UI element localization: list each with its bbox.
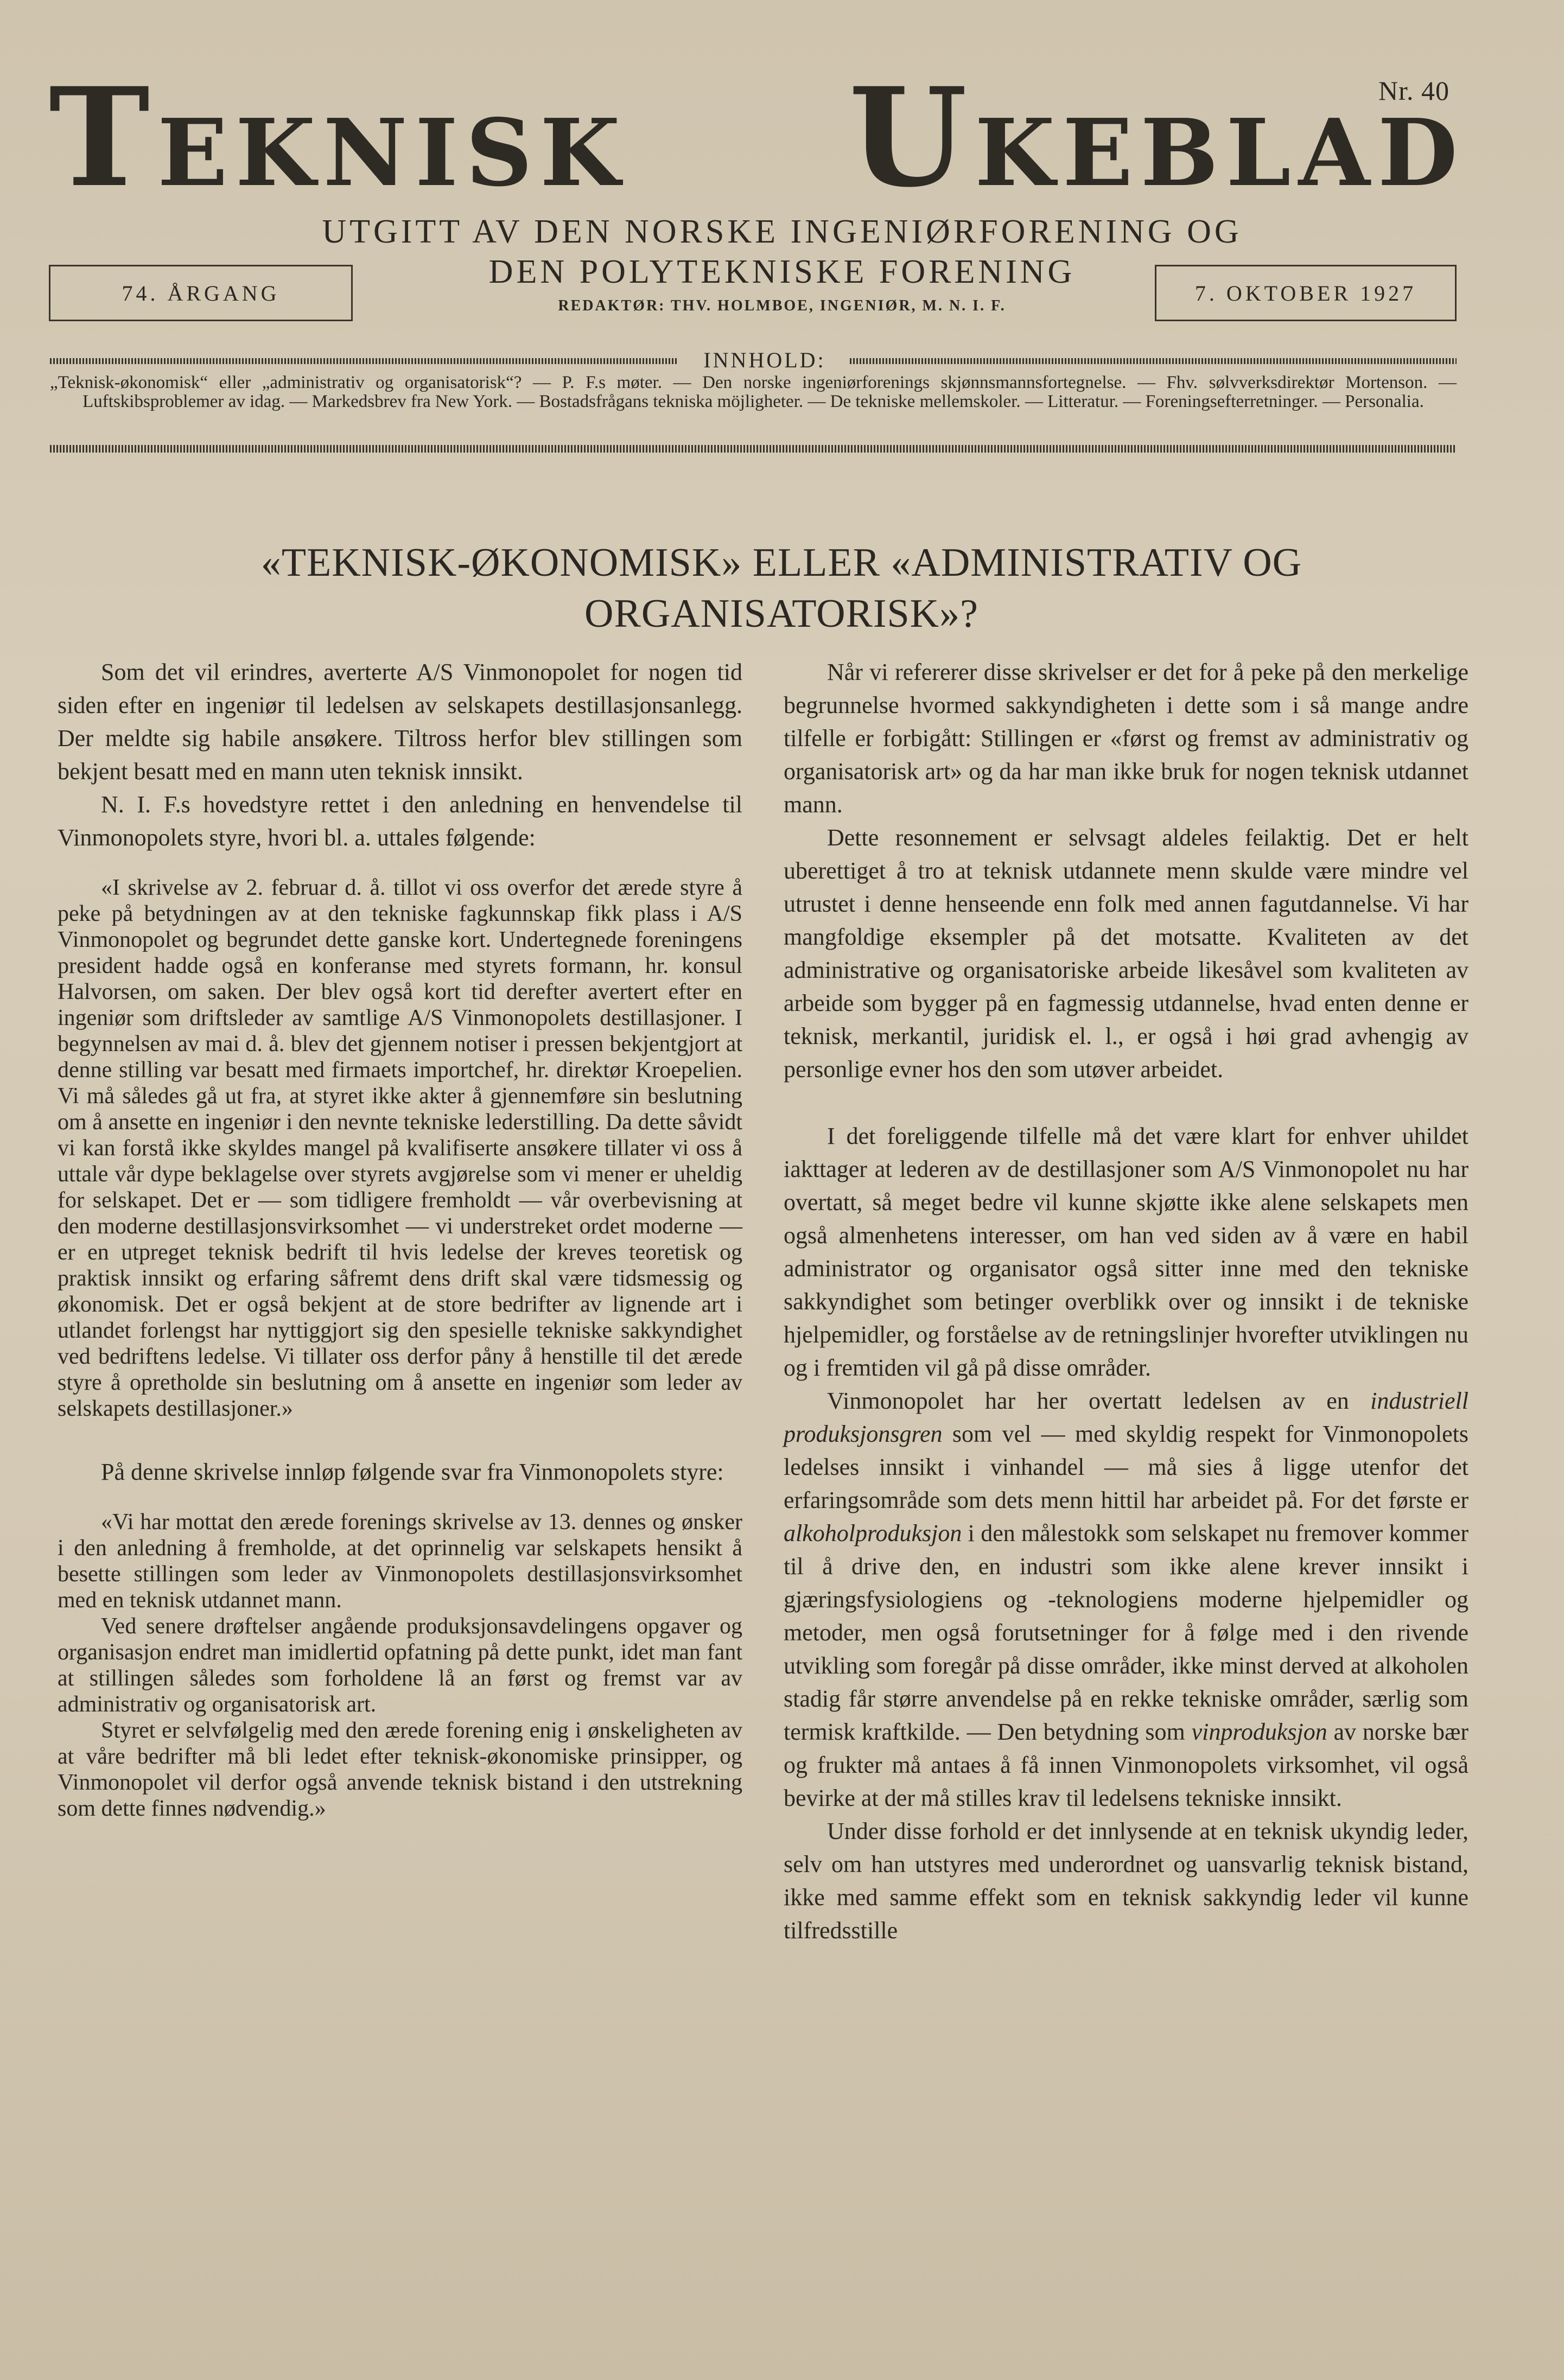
masthead-word-teknisk [49,58,628,217]
date-box [1155,265,1457,321]
masthead-rest-teknisk: EKNISK [157,99,628,207]
italic-term: industriell produksjonsgren [784,1388,1468,1447]
paragraph: I det foreliggende tilfelle må det være klart for enhver uhildet iakttager at lederen av de destillasjoner som A/S Vinmonopolet nu har overtatt, så meget bedre vil kunne skjøtte ikke alene selskapets men også almenhetens interesser, om han ved siden av å være en habil administrator og organisator også sitter inne med den tekniske sakkyndighet som betinger overblikk over og innsikt i de tekniske hjelpemidler, og forståelse av de retningslinjer hvorefter utviklingen nu og i fremtiden vil gå på disse områder. [784,1123,1468,1381]
masthead-title [49,58,1465,217]
article-title-line-1: «TEKNISK-ØKONOMISK» ELLER «ADMINISTRATIV OG [260,540,1302,585]
article-column-right [784,656,1468,1947]
article-column-left [58,656,742,1822]
paragraph: På denne skrivelse innløp følgende svar fra Vinmonopolets styre: [101,1459,724,1485]
quoted-reply: «Vi har mottat den ærede forenings skrivelse av 13. dennes og ønsker i den anledning å fremholde, at det oprinnelig var selskapets hensikt å besette stillingen som leder av Vinmonopolets destillasjonsvirksomhet med en teknisk utdannet mann. [58,1510,742,1613]
publisher-line-2: DEN POLYTEKNISKE FORENING [488,253,1076,290]
paragraph: Som det vil erindres, averterte A/S Vinmonopolet for nogen tid siden efter en ingeniør til ledelsen av selskapets destillasjonsanlegg. Der meldte sig habile ansøkere. Tiltross herfor blev stillingen som bekjent besatt med en mann uten teknisk innsikt. [58,659,742,785]
contents-list: „Teknisk-økonomisk“ eller „administrativ og organisatorisk“? — P. F.s møter. — Den norske ingeniørforenings skjønnsmannsfortegnelse. — Fhv. sølvverksdirektør Mortenson. — Luftskibsproblemer av idag. — Markedsbrev fra New York. — Bostadsfrågans tekniska möjligheter. — De tekniske mellemskoler. — Litteratur. — Foreningsefterretninger. — Personalia. [50,373,1457,411]
italic-term: vinproduksjon [1191,1719,1327,1745]
date-label: 7. OKTOBER 1927 [1194,281,1417,306]
masthead-rest-ukeblad: KEBLAD [975,99,1465,207]
article-title [109,537,1454,639]
quoted-reply: Styret er selvfølgelig med den ærede forening enig i ønskeligheten av at våre bedrifter må bli ledet efter teknisk-økonomiske prinsipper, og Vinmonopolet vil derfor også anvende teknisk bistand i den utstrekning som dette finnes nødvendig.» [58,1718,742,1821]
paragraph: Under disse forhold er det innlysende at en teknisk ukyndig leder, selv om han utstyres med underordnet og uansvarlig teknisk bistand, ikke med samme effekt som en teknisk sakkyndig leder vil kunne tilfredsstille [784,1818,1468,1944]
masthead-initial-u: U [849,58,975,217]
paragraph: N. I. F.s hovedstyre rettet i den anledning en henvendelse til Vinmonopolets styre, hvori bl. a. uttales følgende: [58,791,742,851]
text-run: som vel — med skyldig respekt for Vinmonopolets ledelses innsikt i vinhandel — må sies å ligge utenfor det erfaringsområde som dets menn hittil har arbeidet på. For det første er [784,1421,1468,1513]
issue-number: Nr. 40 [1378,75,1449,106]
editor-line: REDAKTØR: THV. HOLMBOE, INGENIØR, M. N. I. F. [558,297,1006,314]
text-run: i den målestokk som selskapet nu fremover kommer til å drive den, en industri som ikke alene krever innsikt i gjæringsfysiologiens og -teknologiens moderne hjelpemidler og metoder, men også forutsetninger for å følge med i den rivende utvikling som foregår på disse områder, ikke minst derved at alkoholen stadig får større anvendelse på en rekke tekniske områder, særlig som termisk kraftkilde. — Den betydning som [784,1520,1468,1745]
masthead-initial-t: T [49,58,158,217]
paragraph: Når vi refererer disse skrivelser er det for å peke på den merkelige begrunnelse hvormed sakkyndigheten i dette som i så mange andre tilfelle er forbigått: Stillingen er «først og fremst av administrativ og organisatorisk art» og da har man ikke bruk for nogen teknisk utdannet mann. [784,659,1468,818]
text-run: Vinmonopolet har her overtatt ledelsen av en [827,1388,1371,1414]
contents-heading: INNHOLD: [703,348,826,372]
quoted-letter: «I skrivelse av 2. februar d. å. tillot vi oss overfor det ærede styre å peke på betydningen av at den tekniske fagkunnskap fikk plass i A/S Vinmonopolet og begrundet dette ganske kort. Undertegnede foreningens president hadde også en konferanse med styrets formann, hr. konsul Halvorsen, om saken. Der blev også kort tid derefter avertert efter en ingeniør som driftsleder av samtlige A/S Vinmonopolets destillasjoner. I begynnelsen av mai d. å. blev det gjennem notiser i pressen bekjentgjort at denne stilling var besatt med firmaets importchef, hr. direktør Kroepelien. Vi må således gå ut fra, at styret ikke akter å gjennemføre sin beslutning om å ansette en ingeniør i den nevnte tekniske lederstilling. Da dette såvidt vi kan forstå ikke skyldes mangel på kvalifiserte ansøkere tillater vi oss å uttale vår dype beklagelse over styrets avgjørelse som vi mener er uheldig for selskapet. Det er — som tidligere fremholdt — vår overbevisning at den moderne destillasjonsvirksomhet — vi understreket ordet moderne — er en utpreget teknisk bedrift til hvis ledelse der kreves teoretisk og praktisk innsikt og erfaring såfremt dens drift skal være tidsmessig og økonomisk. Det er også bekjent at de store bedrifter av lignende art i utlandet forlengst har nyttiggjort sig den spesielle tekniske sakkyndighet ved bedriftens ledelse. Vi tillater oss derfor påny å henstille til det ærede styre å opretholde sin beslutning om å ansette en ingeniør som leder av selskapets destillasjoner.» [58,875,742,1421]
year-label: 74. ÅRGANG [122,281,280,306]
text-run: av norske bær og frukter må antaes å få innen Vinmonopolets virksomhet, vil også bevirke at der må stilles krav til ledelsens tekniske innsikt. [784,1719,1468,1811]
publisher-line-1: UTGITT AV DEN NORSKE INGENIØRFORENING OG [322,213,1242,250]
paragraph [784,1384,1468,1815]
quoted-reply: Ved senere drøftelser angående produksjonsavdelingens opgaver og organisasjon endret man imidlertid opfatning på dette punkt, idet man fant at stillingen således som forholdene lå an først og fremst var av administrativ og organisatorisk art. [58,1614,742,1717]
contents-rule-right [850,358,1457,364]
contents-bottom-rule [50,445,1457,453]
year-box [49,265,353,321]
masthead-word-ukeblad [849,58,1465,217]
italic-term: alkoholproduksjon [784,1520,962,1547]
contents-rule-left [50,358,678,364]
paragraph: Dette resonnement er selvsagt aldeles feilaktig. Det er helt uberettiget å tro at teknisk utdannete menn skulde være mindre vel utrustet i denne henseende enn folk med annen fagutdannelse. Vi har mangfoldige eksempler på det motsatte. Kvaliteten av det administrative og organisatoriske arbeide likesåvel som kvaliteten av arbeide som bygger på en fagmessig utdannelse, hvad enten denne er teknisk, merkantil, juridisk el. l., er også i høi grad avhengig av personlige evner hos den som utøver arbeidet. [784,824,1468,1083]
article-title-line-2: ORGANISATORISK»? [584,591,978,636]
